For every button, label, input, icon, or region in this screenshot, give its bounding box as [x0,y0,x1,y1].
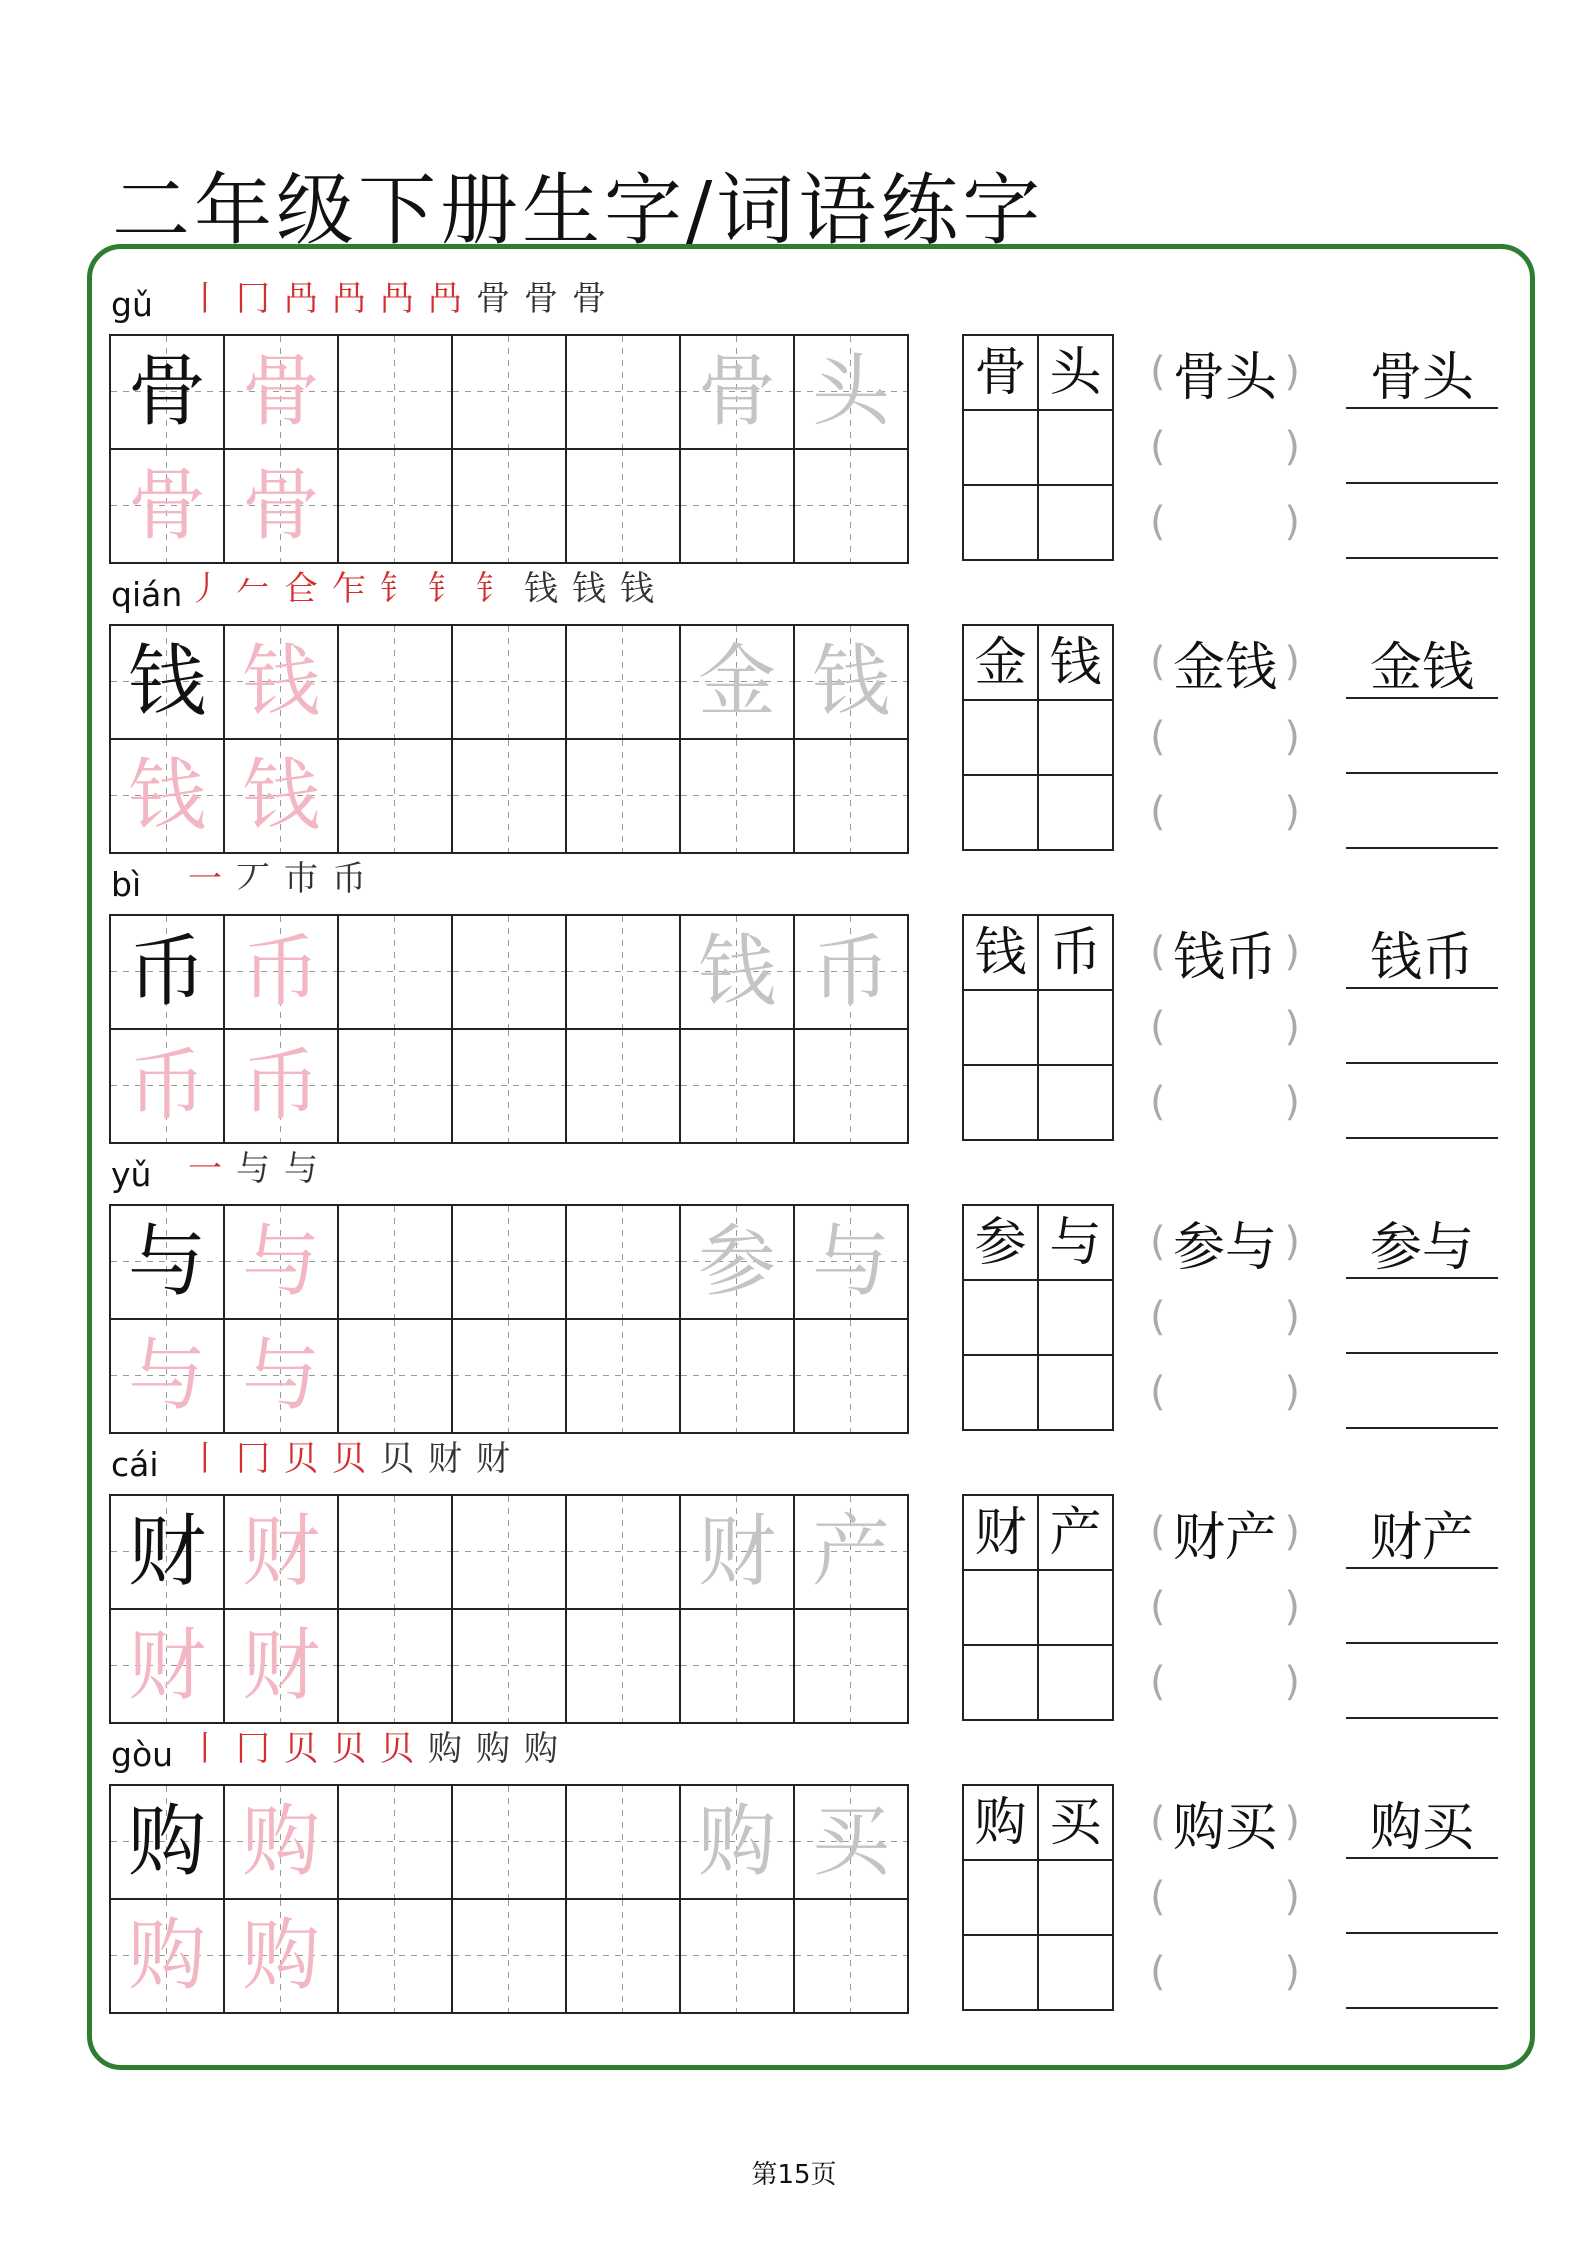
blank-word-cell[interactable] [1039,991,1114,1066]
word-character[interactable]: 购 [964,1786,1039,1861]
blank-word-cell[interactable] [964,1861,1039,1936]
stroke-step: 骨 [572,279,606,319]
trace-character[interactable]: 与 [111,1320,225,1434]
trace-word-character[interactable]: 产 [795,1496,909,1610]
open-paren: ( [1150,499,1166,545]
practice-grid [109,1784,909,2014]
open-paren: ( [1150,1659,1166,1705]
trace-word-character[interactable]: 币 [795,916,909,1030]
stroke-step: 丿 [188,569,222,609]
paren-word: 金钱 [1172,637,1277,698]
blank-word-cell[interactable] [964,1936,1039,2011]
word-character[interactable]: 与 [1039,1206,1114,1281]
word-character[interactable]: 金 [964,626,1039,701]
word-character[interactable]: 头 [1039,336,1114,411]
word-character[interactable]: 币 [1039,916,1114,991]
blank-practice-cell[interactable] [339,336,453,450]
model-character[interactable]: 财 [111,1496,225,1610]
blank-practice-cell[interactable] [453,1900,567,2014]
blank-word-cell[interactable] [1039,1936,1114,2011]
blank-writing-line[interactable] [1346,1659,1498,1719]
pinyin-label: gòu [111,1735,174,1774]
stroke-step: 购 [428,1729,462,1769]
trace-word-character[interactable]: 参 [681,1206,795,1320]
blank-practice-cell[interactable] [681,1900,795,2014]
word-grid [962,624,1114,851]
stroke-step: 冂 [236,279,270,319]
trace-character[interactable]: 购 [111,1900,225,2014]
blank-writing-line[interactable] [1346,1949,1498,2009]
stroke-step: 冎 [428,279,462,319]
close-paren: ) [1284,349,1300,395]
stroke-step: 冎 [332,279,366,319]
open-paren: ( [1150,424,1166,470]
blank-practice-cell[interactable] [339,1496,453,1610]
trace-word-character[interactable]: 头 [795,336,909,450]
blank-word-cell[interactable] [964,411,1039,486]
blank-practice-cell[interactable] [681,450,795,564]
blank-word-cell[interactable] [964,991,1039,1066]
blank-parentheses[interactable] [1150,997,1300,1057]
trace-character[interactable]: 购 [225,1900,339,2014]
blank-word-cell[interactable] [964,776,1039,851]
stroke-step: 钱 [524,569,558,609]
blank-practice-cell[interactable] [795,1030,909,1144]
pinyin-label: yǔ [111,1155,152,1194]
open-paren: ( [1150,1294,1166,1340]
blank-word-cell[interactable] [1039,411,1114,486]
word-character[interactable]: 买 [1039,1786,1114,1861]
stroke-step: 冎 [284,279,318,319]
close-paren: ) [1284,929,1300,975]
blank-practice-cell[interactable] [339,740,453,854]
stroke-step: 与 [236,1149,270,1189]
paren-word: 钱币 [1172,927,1277,988]
blank-parentheses[interactable] [1150,492,1300,552]
close-paren: ) [1284,1874,1300,1920]
blank-practice-cell[interactable] [567,1786,681,1900]
open-paren: ( [1150,1219,1166,1265]
word-grid [962,914,1114,1141]
blank-practice-cell[interactable] [453,916,567,1030]
blank-practice-cell[interactable] [453,1610,567,1724]
blank-practice-cell[interactable] [453,1496,567,1610]
blank-word-cell[interactable] [1039,701,1114,776]
blank-practice-cell[interactable] [339,916,453,1030]
blank-word-cell[interactable] [1039,486,1114,561]
blank-writing-line[interactable] [1346,1294,1498,1354]
blank-practice-cell[interactable] [567,916,681,1030]
word-character[interactable]: 钱 [964,916,1039,991]
trace-character[interactable]: 骨 [111,450,225,564]
blank-writing-line[interactable] [1346,1874,1498,1934]
open-paren: ( [1150,1584,1166,1630]
word-grid [962,334,1114,561]
blank-parentheses[interactable] [1150,1652,1300,1712]
blank-practice-cell[interactable] [339,1206,453,1320]
blank-practice-cell[interactable] [339,626,453,740]
blank-practice-cell[interactable] [453,1320,567,1434]
blank-word-cell[interactable] [1039,1356,1114,1431]
blank-practice-cell[interactable] [681,1610,795,1724]
blank-practice-cell[interactable] [453,740,567,854]
word-in-parentheses [1150,1502,1300,1568]
blank-word-cell[interactable] [964,1646,1039,1721]
stroke-step: 贝 [380,1729,414,1769]
blank-parentheses[interactable] [1150,707,1300,767]
close-paren: ) [1284,1219,1300,1265]
trace-word-character[interactable]: 钱 [681,916,795,1030]
trace-character[interactable]: 钱 [225,626,339,740]
blank-practice-cell[interactable] [795,1610,909,1724]
open-paren: ( [1150,1799,1166,1845]
blank-practice-cell[interactable] [567,626,681,740]
blank-word-cell[interactable] [1039,1281,1114,1356]
blank-practice-cell[interactable] [681,1320,795,1434]
stroke-step: 钅 [428,569,462,609]
open-paren: ( [1150,1079,1166,1125]
model-character[interactable]: 骨 [111,336,225,450]
blank-practice-cell[interactable] [339,1786,453,1900]
trace-character[interactable]: 骨 [225,336,339,450]
blank-writing-line[interactable] [1346,1079,1498,1139]
word-in-parentheses [1150,1792,1300,1858]
trace-character[interactable]: 币 [225,1030,339,1144]
stroke-step: 钱 [620,569,654,609]
blank-writing-line[interactable] [1346,499,1498,559]
blank-word-cell[interactable] [964,701,1039,776]
stroke-order [188,1729,558,1769]
open-paren: ( [1150,1874,1166,1920]
pinyin-label: gǔ [111,285,153,324]
close-paren: ) [1284,639,1300,685]
stroke-step: 财 [428,1439,462,1479]
practice-grid [109,1204,909,1434]
open-paren: ( [1150,1949,1166,1995]
trace-character[interactable]: 钱 [225,740,339,854]
close-paren: ) [1284,1079,1300,1125]
stroke-step: 巿 [284,859,318,899]
word-on-line: 骨头 [1346,349,1498,409]
trace-character[interactable]: 财 [225,1610,339,1724]
stroke-step: 𠂉 [236,569,270,609]
stroke-step: 贝 [380,1439,414,1479]
blank-practice-cell[interactable] [453,1206,567,1320]
blank-word-cell[interactable] [964,1356,1039,1431]
blank-practice-cell[interactable] [795,1320,909,1434]
stroke-step: 币 [332,859,366,899]
open-paren: ( [1150,1004,1166,1050]
close-paren: ) [1284,1799,1300,1845]
blank-writing-line[interactable] [1346,789,1498,849]
practice-grid [109,624,909,854]
word-in-parentheses [1150,342,1300,408]
paren-word: 骨头 [1172,347,1277,408]
close-paren: ) [1284,499,1300,545]
open-paren: ( [1150,714,1166,760]
word-character[interactable]: 财 [964,1496,1039,1571]
trace-word-character[interactable]: 骨 [681,336,795,450]
blank-practice-cell[interactable] [339,1900,453,2014]
stroke-step: 丨 [188,1729,222,1769]
trace-character[interactable]: 财 [111,1610,225,1724]
stroke-step: 财 [476,1439,510,1479]
close-paren: ) [1284,789,1300,835]
open-paren: ( [1150,1369,1166,1415]
trace-character[interactable]: 币 [225,916,339,1030]
trace-word-character[interactable]: 钱 [795,626,909,740]
stroke-step: 与 [284,1149,318,1189]
blank-practice-cell[interactable] [339,1610,453,1724]
blank-word-cell[interactable] [1039,776,1114,851]
stroke-step: 丨 [188,1439,222,1479]
pinyin-label: qián [111,575,183,614]
model-character[interactable]: 购 [111,1786,225,1900]
open-paren: ( [1150,789,1166,835]
blank-writing-line[interactable] [1346,424,1498,484]
stroke-step: 贝 [332,1439,366,1479]
stroke-step: 钱 [572,569,606,609]
stroke-step: 一 [188,859,222,899]
close-paren: ) [1284,1369,1300,1415]
word-in-parentheses [1150,632,1300,698]
word-in-parentheses [1150,922,1300,988]
stroke-step: 仺 [284,569,318,609]
blank-practice-cell[interactable] [339,1320,453,1434]
blank-practice-cell[interactable] [567,1610,681,1724]
close-paren: ) [1284,1509,1300,1555]
blank-parentheses[interactable] [1150,1942,1300,2002]
practice-grid [109,334,909,564]
blank-practice-cell[interactable] [795,1900,909,2014]
blank-practice-cell[interactable] [567,740,681,854]
blank-practice-cell[interactable] [567,1030,681,1144]
page-number: 第15页 [751,2160,837,2190]
stroke-order [188,569,654,609]
blank-practice-cell[interactable] [567,336,681,450]
page-title: 二年级下册生字/词语练字 [112,166,1045,256]
trace-character[interactable]: 财 [225,1496,339,1610]
open-paren: ( [1150,349,1166,395]
blank-practice-cell[interactable] [453,1030,567,1144]
model-character[interactable]: 币 [111,916,225,1030]
word-in-parentheses [1150,1212,1300,1278]
trace-word-character[interactable]: 金 [681,626,795,740]
blank-parentheses[interactable] [1150,1287,1300,1347]
trace-character[interactable]: 币 [111,1030,225,1144]
blank-practice-cell[interactable] [567,450,681,564]
blank-word-cell[interactable] [1039,1571,1114,1646]
word-character[interactable]: 钱 [1039,626,1114,701]
blank-parentheses[interactable] [1150,417,1300,477]
stroke-step: 冂 [236,1729,270,1769]
practice-grid [109,914,909,1144]
stroke-step: 购 [524,1729,558,1769]
word-character[interactable]: 产 [1039,1496,1114,1571]
close-paren: ) [1284,714,1300,760]
blank-parentheses[interactable] [1150,1867,1300,1927]
stroke-step: 丆 [236,859,270,899]
trace-character[interactable]: 与 [225,1320,339,1434]
blank-word-cell[interactable] [964,1066,1039,1141]
blank-practice-cell[interactable] [453,1786,567,1900]
stroke-step: 骨 [476,279,510,319]
word-character[interactable]: 骨 [964,336,1039,411]
stroke-step: 骨 [524,279,558,319]
trace-word-character[interactable]: 买 [795,1786,909,1900]
word-on-line: 参与 [1346,1219,1498,1279]
word-grid [962,1204,1114,1431]
close-paren: ) [1284,1949,1300,1995]
stroke-step: 一 [188,1149,222,1189]
blank-parentheses[interactable] [1150,1362,1300,1422]
open-paren: ( [1150,1509,1166,1555]
blank-writing-line[interactable] [1346,1004,1498,1064]
pinyin-label: bì [111,865,142,904]
trace-character[interactable]: 与 [225,1206,339,1320]
blank-practice-cell[interactable] [453,336,567,450]
blank-practice-cell[interactable] [681,740,795,854]
close-paren: ) [1284,1659,1300,1705]
model-character[interactable]: 钱 [111,626,225,740]
trace-word-character[interactable]: 与 [795,1206,909,1320]
open-paren: ( [1150,639,1166,685]
trace-word-character[interactable]: 购 [681,1786,795,1900]
blank-word-cell[interactable] [964,486,1039,561]
blank-word-cell[interactable] [1039,1646,1114,1721]
blank-practice-cell[interactable] [453,450,567,564]
model-character[interactable]: 与 [111,1206,225,1320]
stroke-step: 丨 [188,279,222,319]
word-grid [962,1494,1114,1721]
trace-character[interactable]: 购 [225,1786,339,1900]
stroke-order [188,1439,510,1479]
blank-practice-cell[interactable] [339,1030,453,1144]
blank-practice-cell[interactable] [567,1900,681,2014]
blank-practice-cell[interactable] [567,1206,681,1320]
stroke-step: 购 [476,1729,510,1769]
paren-word: 财产 [1172,1507,1277,1568]
paren-word: 购买 [1172,1797,1277,1858]
stroke-step: 钅 [476,569,510,609]
blank-word-cell[interactable] [964,1571,1039,1646]
blank-practice-cell[interactable] [339,450,453,564]
trace-word-character[interactable]: 财 [681,1496,795,1610]
close-paren: ) [1284,1004,1300,1050]
word-on-line: 金钱 [1346,639,1498,699]
word-on-line: 财产 [1346,1509,1498,1569]
blank-parentheses[interactable] [1150,1072,1300,1132]
stroke-order [188,1149,318,1189]
word-character[interactable]: 参 [964,1206,1039,1281]
blank-practice-cell[interactable] [681,1030,795,1144]
blank-practice-cell[interactable] [567,1496,681,1610]
blank-word-cell[interactable] [964,1281,1039,1356]
stroke-step: 贝 [284,1729,318,1769]
open-paren: ( [1150,929,1166,975]
stroke-step: 冂 [236,1439,270,1479]
pinyin-label: cái [111,1445,159,1484]
stroke-step: 乍 [332,569,366,609]
blank-practice-cell[interactable] [453,626,567,740]
blank-writing-line[interactable] [1346,1369,1498,1429]
word-on-line: 钱币 [1346,929,1498,989]
word-on-line: 购买 [1346,1799,1498,1859]
blank-word-cell[interactable] [1039,1861,1114,1936]
blank-parentheses[interactable] [1150,1577,1300,1637]
stroke-order [188,279,606,319]
stroke-step: 钅 [380,569,414,609]
blank-parentheses[interactable] [1150,782,1300,842]
close-paren: ) [1284,1584,1300,1630]
blank-word-cell[interactable] [1039,1066,1114,1141]
blank-practice-cell[interactable] [567,1320,681,1434]
blank-practice-cell[interactable] [795,740,909,854]
stroke-step: 贝 [284,1439,318,1479]
blank-writing-line[interactable] [1346,714,1498,774]
stroke-order [188,859,366,899]
blank-writing-line[interactable] [1346,1584,1498,1644]
close-paren: ) [1284,1294,1300,1340]
stroke-step: 贝 [332,1729,366,1769]
stroke-step: 冎 [380,279,414,319]
trace-character[interactable]: 骨 [225,450,339,564]
close-paren: ) [1284,424,1300,470]
word-grid [962,1784,1114,2011]
trace-character[interactable]: 钱 [111,740,225,854]
paren-word: 参与 [1172,1217,1277,1278]
practice-grid [109,1494,909,1724]
blank-practice-cell[interactable] [795,450,909,564]
